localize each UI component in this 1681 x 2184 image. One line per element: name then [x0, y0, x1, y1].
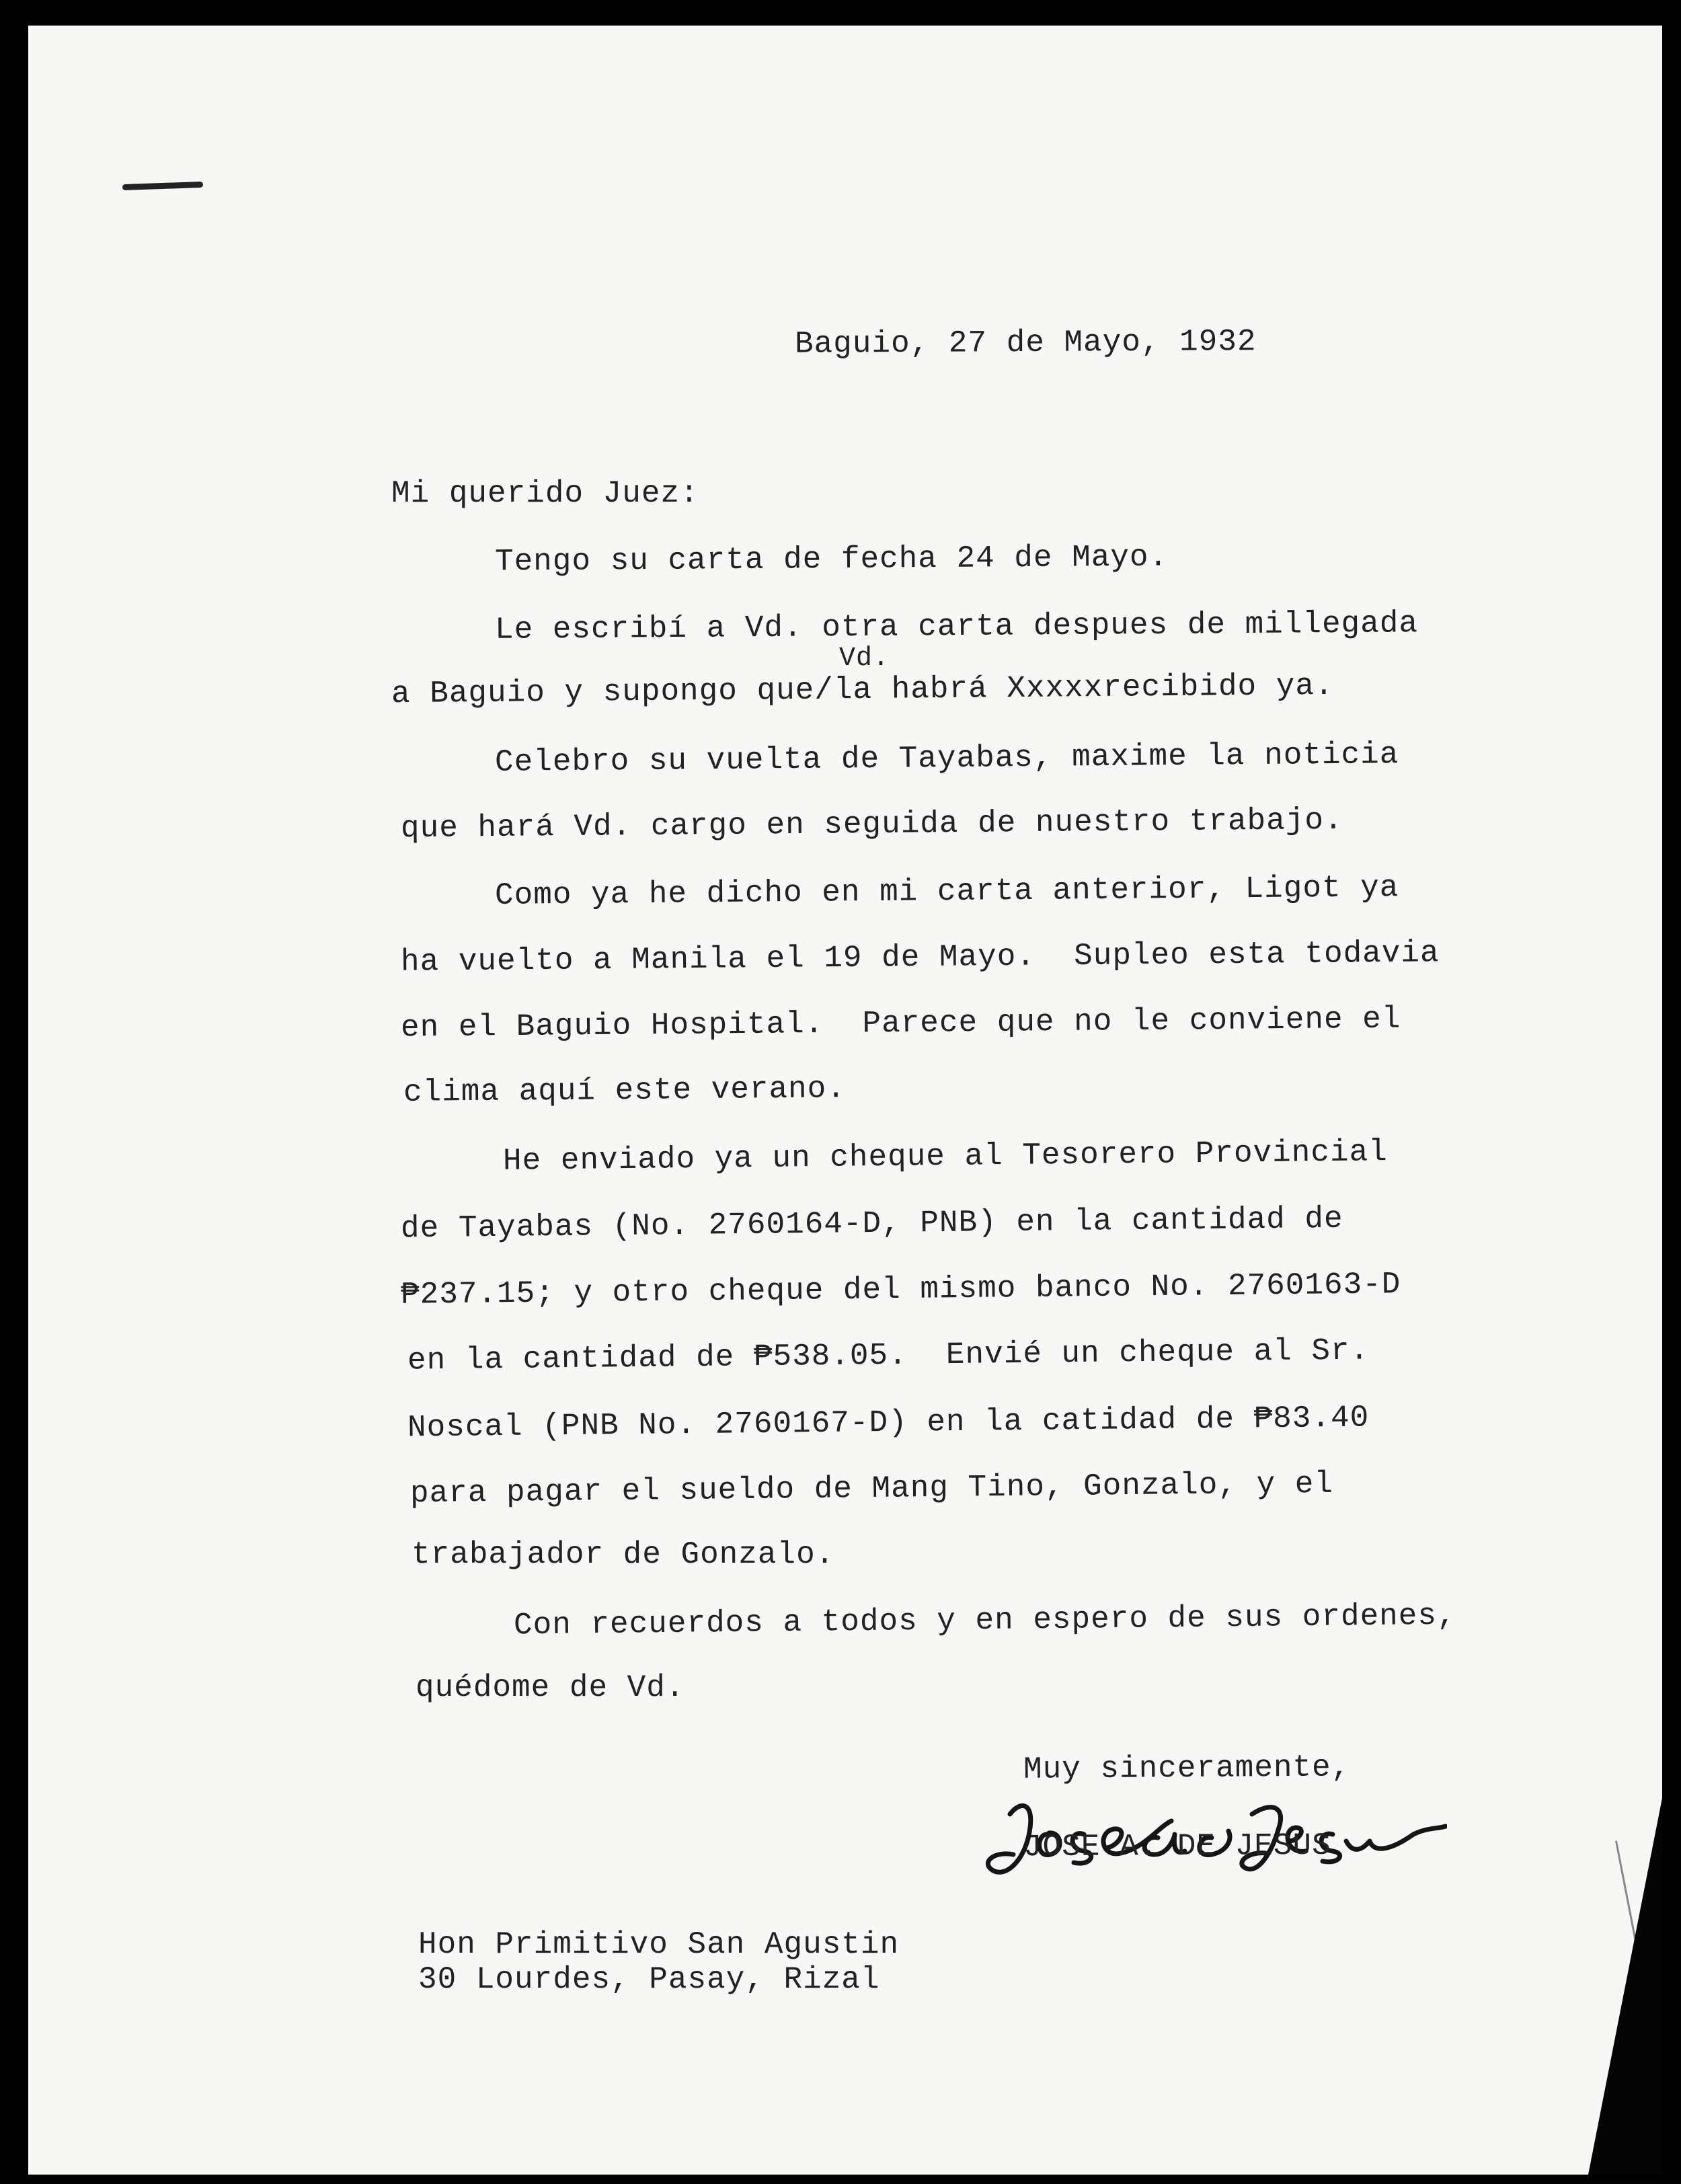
body-line: Con recuerdos a todos y en espero de sus ordenes,: [513, 1598, 1456, 1643]
body-line: Noscal (PNB No. 2760167-D) en la catidad de ₱83.40: [407, 1400, 1370, 1446]
signature-name: JOSE A. DE JESUS: [1023, 1828, 1331, 1865]
body-line: en la cantidad de ₱538.05. Envié un cheque al Sr.: [407, 1333, 1370, 1378]
body-line: a Baguio y supongo que/la habrá Xxxxxrecibido ya.: [391, 668, 1334, 712]
body-line: Como ya he dicho en mi carta anterior, Ligot ya: [494, 870, 1399, 913]
body-line: de Tayabas (No. 2760164-D, PNB) en la cantidad de: [400, 1201, 1343, 1247]
body-line: trabajador de Gonzalo.: [412, 1537, 835, 1572]
body-line: ha vuelto a Manila el 19 de Mayo. Supleo esta todavia: [400, 935, 1440, 980]
body-line: Celebro su vuelta de Tayabas, maxime la noticia: [494, 737, 1399, 780]
date-line: Baguio, 27 de Mayo, 1932: [794, 324, 1257, 362]
body-line: clima aquí este verano.: [403, 1071, 847, 1110]
body-line: He enviado ya un cheque al Tesorero Provincial: [502, 1134, 1389, 1179]
ink-mark: [122, 182, 203, 190]
addressee-name: Hon Primitivo San Agustin: [418, 1927, 900, 1962]
body-line: para pagar el sueldo de Mang Tino, Gonzalo, y el: [409, 1466, 1334, 1512]
body-line: Tengo su carta de fecha 24 de Mayo.: [494, 539, 1169, 580]
letter-page: [28, 26, 1662, 2175]
body-line: quédome de Vd.: [416, 1670, 685, 1705]
addressee-address: 30 Lourdes, Pasay, Rizal: [418, 1962, 880, 1997]
body-line: Vd.: [839, 644, 890, 674]
closing: Muy sinceramente,: [1023, 1750, 1351, 1787]
body-line: ₱237.15; y otro cheque del mismo banco No. 2760163-D: [400, 1267, 1401, 1313]
torn-corner: [1588, 1798, 1662, 2175]
body-line: Le escribí a Vd. otra carta despues de millegada: [494, 606, 1419, 648]
body-line: en el Baguio Hospital. Parece que no le conviene el: [400, 1001, 1401, 1046]
body-line: que hará Vd. cargo en seguida de nuestro trabajo.: [400, 802, 1343, 847]
salutation: Mi querido Juez:: [391, 476, 699, 511]
